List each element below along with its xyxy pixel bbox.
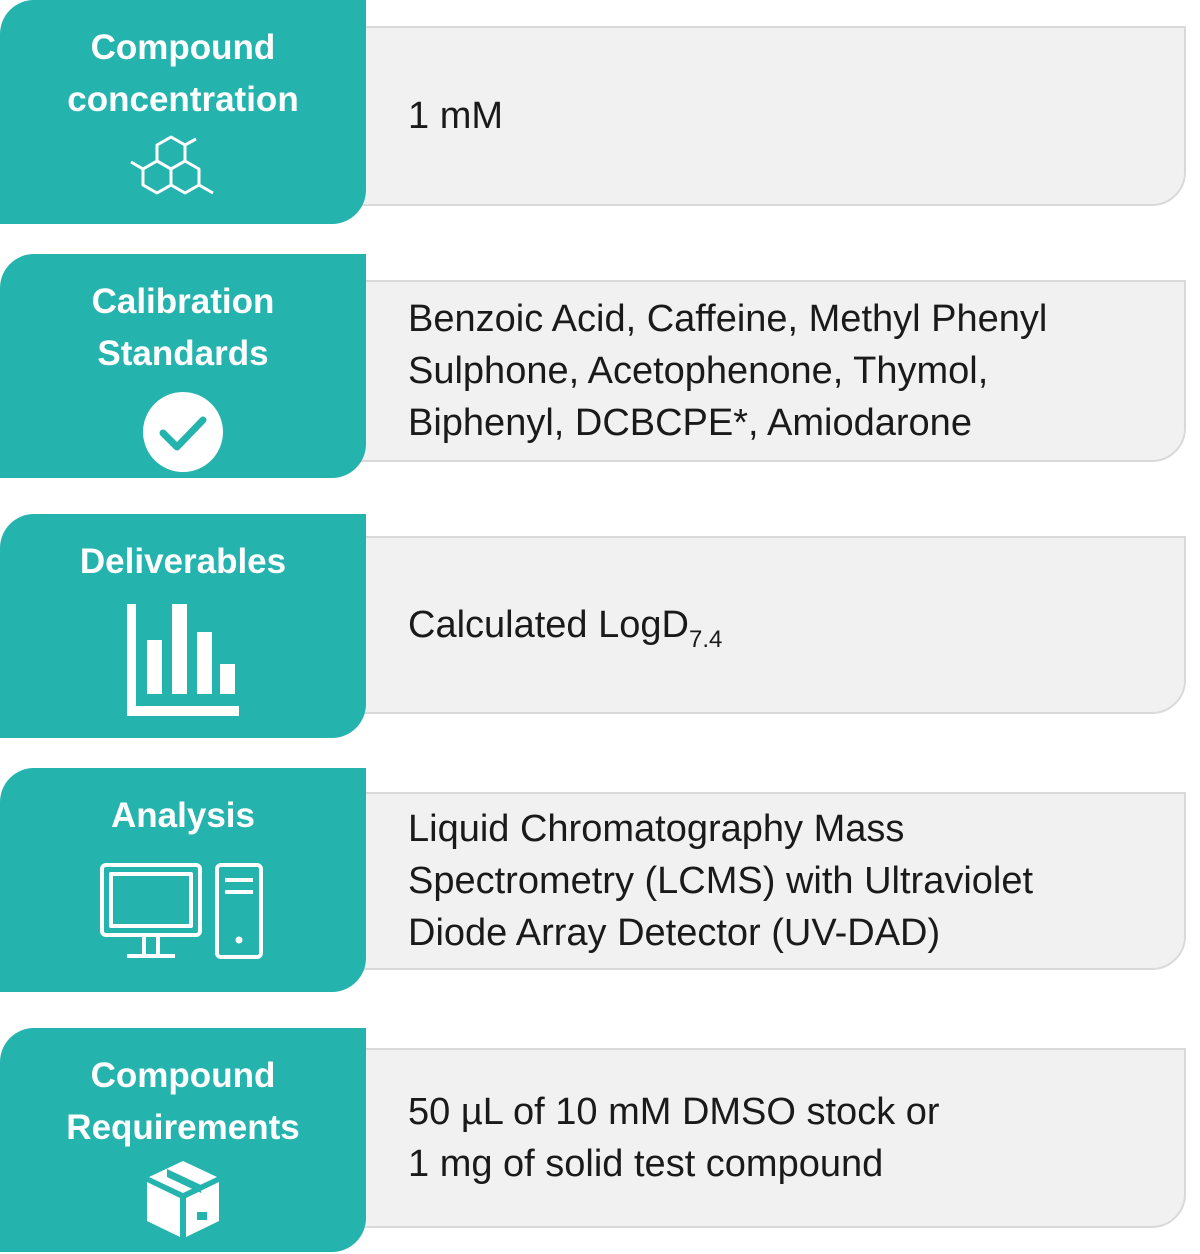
label-line: Standards (97, 334, 269, 373)
value-text (408, 293, 1047, 449)
label-title (111, 790, 255, 842)
label-tab (0, 254, 366, 478)
value-line: Sulphone, Acetophenone, Thymol, (408, 350, 989, 392)
value-line: Biphenyl, DCBCPE*, Amiodarone (408, 402, 972, 444)
label-line: Compound (90, 28, 276, 67)
value-panel (340, 26, 1186, 206)
label-tab (0, 768, 366, 992)
value-line: Spectrometry (LCMS) with Ultraviolet (408, 860, 1034, 902)
label-line: Calibration (91, 282, 275, 321)
value-text (408, 1086, 940, 1190)
value-line: 1 mM (408, 95, 503, 137)
package-box-icon (147, 1160, 219, 1238)
row-compound-concentration (0, 0, 1200, 224)
label-line: Deliverables (79, 542, 287, 581)
label-title (80, 536, 286, 588)
label-title (92, 276, 275, 380)
value-main: Calculated LogD (408, 604, 689, 646)
value-panel (340, 536, 1186, 714)
row-analysis (0, 768, 1200, 992)
value-line: 50 µL of 10 mM DMSO stock or (408, 1091, 940, 1133)
value-line: 1 mg of solid test compound (408, 1143, 884, 1185)
row-calibration-standards (0, 254, 1200, 478)
label-line: Analysis (111, 796, 255, 835)
label-tab (0, 514, 366, 738)
value-text (408, 803, 1033, 959)
value-text (408, 599, 722, 651)
computer-icon (99, 862, 267, 962)
value-panel (340, 280, 1186, 462)
row-deliverables (0, 514, 1200, 738)
label-title (66, 1050, 299, 1154)
label-tab (0, 1028, 366, 1252)
value-line: Benzoic Acid, Caffeine, Methyl Phenyl (408, 298, 1048, 340)
value-subscript: 7.4 (688, 626, 723, 653)
bar-chart-icon (127, 604, 239, 716)
value-text (408, 90, 503, 142)
label-line: concentration (67, 80, 299, 119)
value-line: Liquid Chromatography Mass (408, 808, 905, 850)
molecule-icon (128, 134, 238, 210)
value-line: Diode Array Detector (UV-DAD) (408, 912, 941, 954)
label-title (67, 22, 298, 126)
value-panel (340, 1048, 1186, 1228)
label-line: Requirements (66, 1108, 300, 1147)
checkmark-icon (141, 390, 225, 474)
label-line: Compound (90, 1056, 276, 1095)
label-tab (0, 0, 366, 224)
value-panel (340, 792, 1186, 970)
row-compound-requirements (0, 1028, 1200, 1252)
